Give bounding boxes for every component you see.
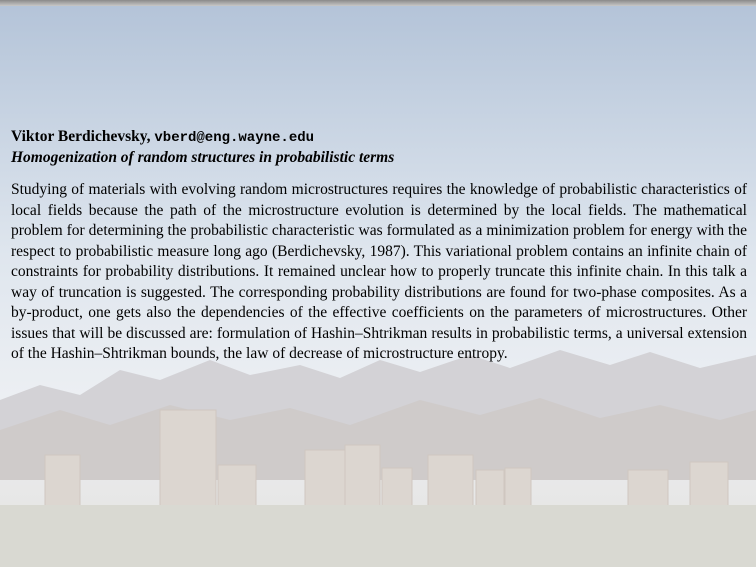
abstract-text: Studying of materials with evolving random microstructures requires the knowledge of probabilistic characteristics of local fields because the path of the microstructure evolution is determined by the local fields. The mathematical problem for determining the probabilistic characteristic was formulated as a minimization problem for energy with the respect to probabilistic measure long ago (Berdichevsky, 1987). This variational problem contains an infinite chain of constraints for probability distributions. It remained unclear how to properly truncate this infinite chain. In this talk a way of truncation is suggested. The corresponding probability distributions are found for two-phase composites. As a by-product, one gets also the dependencies of the effective coefficients on the parameters of microstructures. Other issues that will be discussed are: formulation of Hashin–Shtrikman results in probabilistic terms, a universal extension of the Hashin–Shtrikman bounds, the law of decrease of microstructure entropy.: [11, 181, 747, 362]
top-bar: [0, 0, 756, 6]
author-email: vberd@eng.wayne.edu: [154, 130, 315, 146]
abstract-section: [11, 127, 747, 365]
author-line: [11, 127, 747, 148]
author-name: Viktor Berdichevsky,: [11, 128, 151, 145]
foreground-trees: [0, 505, 756, 567]
talk-title: Homogenization of random structures in probabilistic terms: [11, 149, 395, 166]
